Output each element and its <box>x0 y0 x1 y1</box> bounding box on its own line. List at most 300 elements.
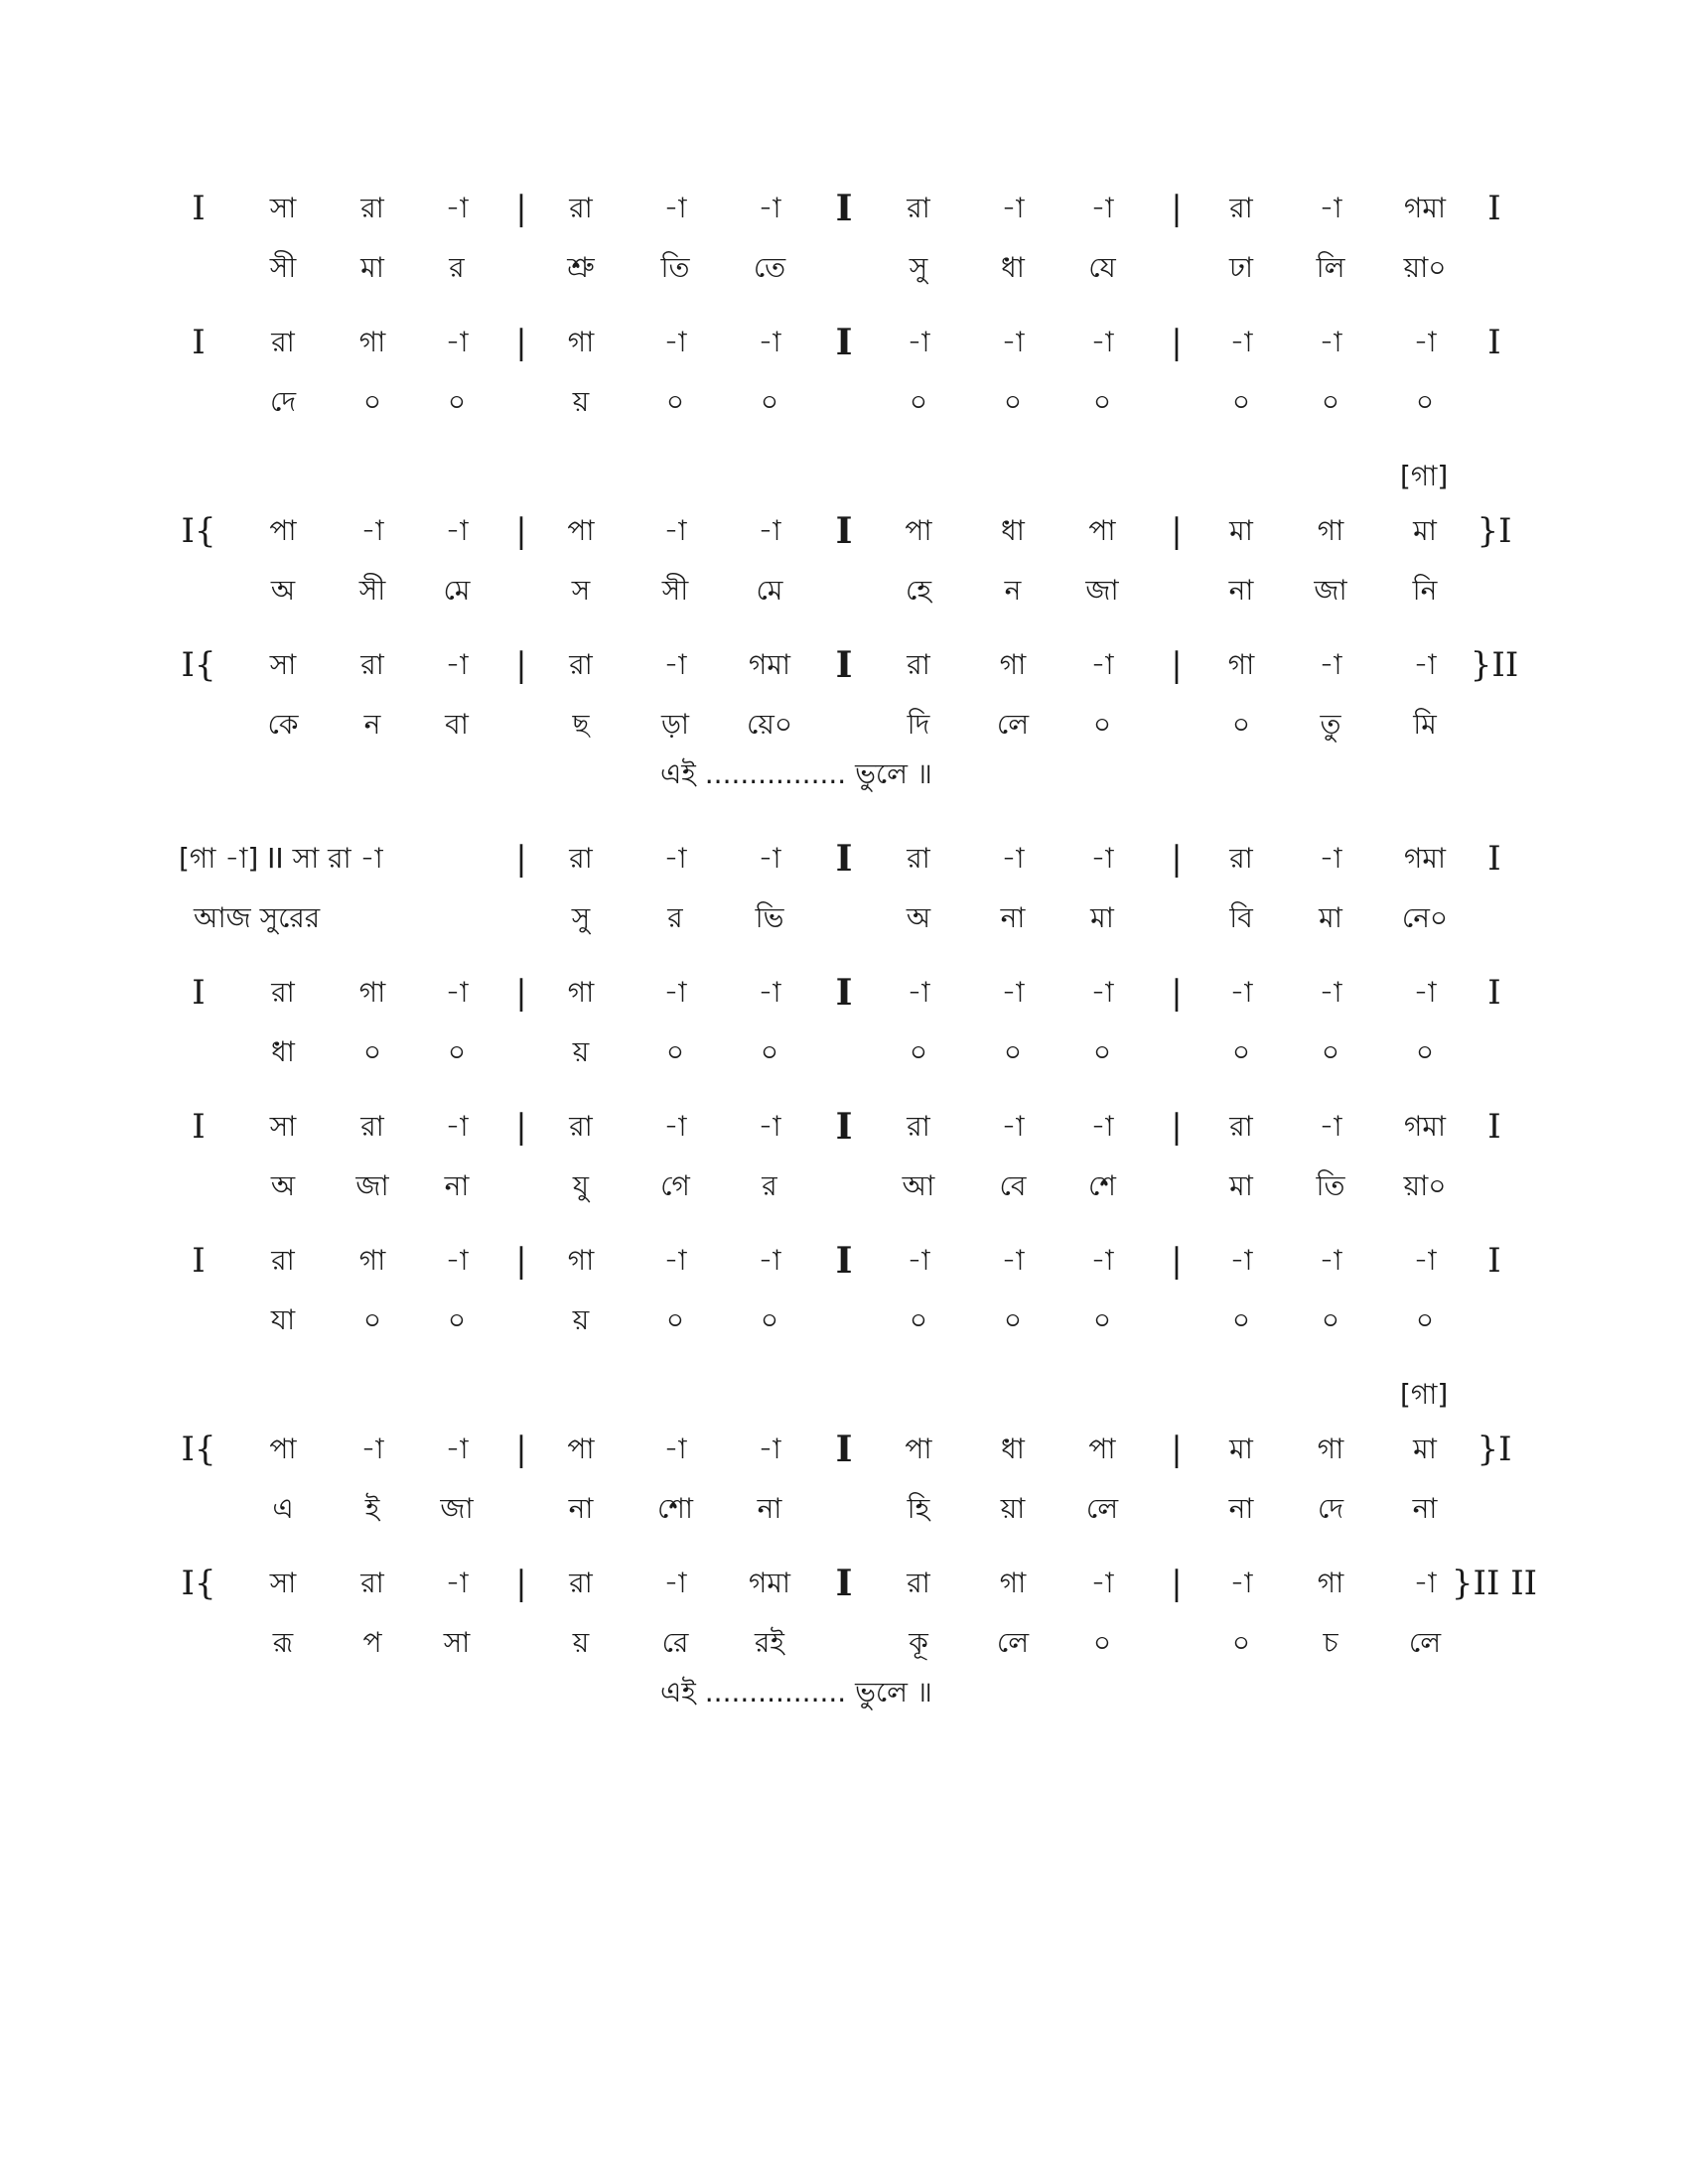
section-separator: I <box>835 188 853 229</box>
swara-note: রা <box>569 1110 593 1143</box>
swara-line <box>0 506 1688 556</box>
lyric-syllable: ০ <box>447 385 467 418</box>
swara-note: -া <box>758 976 781 1009</box>
section-close-mark: I <box>1487 973 1501 1013</box>
beat-separator: | <box>515 839 527 879</box>
lyric-syllable: না <box>1228 574 1254 607</box>
lyric-syllable: শে <box>1088 1169 1116 1202</box>
swara-note: রা <box>569 1567 593 1599</box>
swara-note: -া <box>1090 1244 1114 1277</box>
lyric-line <box>0 1484 1688 1534</box>
swara-note: গা <box>1317 1567 1344 1599</box>
alternate-note: [গা] <box>1400 460 1449 492</box>
swara-note: -া <box>1413 1244 1437 1277</box>
lyric-syllable: নি <box>1412 574 1438 607</box>
lyric-syllable: না <box>1412 1492 1438 1525</box>
swara-line <box>0 834 1688 884</box>
lyric-syllable: বা <box>445 708 469 741</box>
lyric-syllable: ০ <box>909 385 928 418</box>
lyric-syllable: ন <box>363 708 381 741</box>
section-open-mark: I{ <box>181 1430 216 1469</box>
lyric-syllable: ০ <box>1231 1303 1251 1336</box>
swara-note: সা <box>269 1567 297 1599</box>
lyric-syllable: শ্রু <box>567 251 595 284</box>
swara-note: -া <box>445 648 469 681</box>
swara-note: -া <box>663 842 687 875</box>
lyric-syllable: য়া০ <box>1403 1169 1447 1202</box>
lyric-syllable: অ <box>270 574 296 607</box>
lyric-syllable: কে <box>267 708 299 741</box>
swara-note: -া <box>1413 1567 1437 1599</box>
lyric-syllable: না <box>444 1169 470 1202</box>
swara-note: -া <box>663 1433 687 1465</box>
swara-note: -া <box>663 514 687 547</box>
swara-line <box>0 318 1688 367</box>
swara-note: -া <box>1319 648 1342 681</box>
lyric-syllable: সী <box>661 574 689 607</box>
lyric-syllable: লি <box>1316 251 1345 284</box>
beat-separator: | <box>1171 1564 1183 1603</box>
lyric-syllable: য় <box>572 1303 590 1336</box>
lyric-syllable: লে <box>1408 1626 1442 1659</box>
lyric-syllable: র <box>667 901 683 934</box>
swara-note: -া <box>1319 326 1342 358</box>
beat-separator: | <box>1171 511 1183 551</box>
swara-note: ধা <box>1001 514 1025 547</box>
section-close-mark: I <box>1487 1241 1501 1281</box>
section-close-mark: I <box>1487 1107 1501 1147</box>
swara-note: -া <box>663 1244 687 1277</box>
section-open-mark: I <box>192 189 206 228</box>
section-open-mark: I <box>192 1107 206 1147</box>
swara-note: -া <box>758 514 781 547</box>
swara-note: মা <box>1229 514 1253 547</box>
lyric-line <box>0 893 1688 943</box>
swara-note: -া <box>1001 1244 1025 1277</box>
lyric-syllable: অ <box>906 901 931 934</box>
lyric-syllable: ই <box>364 1492 380 1525</box>
lyric-syllable: দে <box>269 385 297 418</box>
lyric-line <box>0 243 1688 293</box>
lyric-line <box>0 1296 1688 1345</box>
lyric-syllable: ভি <box>755 901 784 934</box>
swara-note: -া <box>663 326 687 358</box>
section-separator: I <box>835 322 853 363</box>
lyric-syllable: গে <box>660 1169 690 1202</box>
beat-separator: | <box>515 189 527 228</box>
lyric-syllable: ০ <box>760 385 779 418</box>
swara-note: -া <box>758 192 781 224</box>
lyric-syllable: ০ <box>909 1035 928 1068</box>
lyric-syllable: ০ <box>1415 385 1435 418</box>
lyric-syllable: ০ <box>1231 1626 1251 1659</box>
swara-note: রা <box>1229 842 1253 875</box>
swara-note: রা <box>271 976 295 1009</box>
lyric-syllable: বি <box>1229 901 1253 934</box>
lyric-syllable: মা <box>1229 1169 1253 1202</box>
lyric-syllable: সা <box>443 1626 471 1659</box>
lyric-syllable: ০ <box>1231 1035 1251 1068</box>
swara-note: রা <box>569 192 593 224</box>
section-open-mark: I <box>192 323 206 362</box>
beat-separator: | <box>1171 1241 1183 1281</box>
lyric-syllable: ঢা <box>1229 251 1253 284</box>
beat-separator: | <box>515 645 527 685</box>
lyric-syllable: ০ <box>362 1035 382 1068</box>
lyric-syllable: লে <box>1085 1492 1119 1525</box>
lyric-syllable: মি <box>1413 708 1437 741</box>
swara-note: -া <box>1001 1110 1025 1143</box>
swara-note: মা <box>1229 1433 1253 1465</box>
swara-note: রা <box>569 842 593 875</box>
swara-note: -া <box>1229 326 1253 358</box>
swara-line <box>0 1102 1688 1152</box>
swara-note: -া <box>1319 976 1342 1009</box>
swara-note: গমা <box>748 648 791 681</box>
swara-note: ধা <box>1001 1433 1025 1465</box>
swara-note: রা <box>360 192 384 224</box>
swara-note: -া <box>1090 326 1114 358</box>
section-close-mark: }II <box>1470 645 1519 685</box>
section-close-mark: }I <box>1477 511 1512 551</box>
swara-note: রা <box>360 648 384 681</box>
swara-note: গা <box>999 648 1027 681</box>
lyric-syllable: জা <box>1085 574 1119 607</box>
lyric-syllable: ০ <box>1231 385 1251 418</box>
lyric-syllable: য়া <box>1000 1492 1026 1525</box>
section-close-mark: I <box>1487 189 1501 228</box>
swara-note: -া <box>1229 1244 1253 1277</box>
lyric-syllable: ০ <box>1003 1303 1023 1336</box>
swara-note: -া <box>907 326 930 358</box>
swara-note: -া <box>445 1110 469 1143</box>
lyric-syllable: সী <box>269 251 297 284</box>
section-separator: I <box>835 644 853 686</box>
section-open-mark: I{ <box>181 1564 216 1603</box>
swara-note: রা <box>1229 1110 1253 1143</box>
swara-note: -া <box>758 326 781 358</box>
lyric-syllable: সু <box>571 901 591 934</box>
lyric-syllable: না <box>1228 1492 1254 1525</box>
lyric-line <box>0 377 1688 427</box>
swara-note: -া <box>360 514 384 547</box>
lyric-syllable: ০ <box>1003 1035 1023 1068</box>
lyric-syllable: লে <box>996 708 1030 741</box>
lyric-syllable: ০ <box>1092 708 1112 741</box>
beat-separator: | <box>1171 839 1183 879</box>
lyric-syllable: জা <box>440 1492 474 1525</box>
swara-note: -া <box>1090 842 1114 875</box>
swara-note: -া <box>1090 648 1114 681</box>
section-separator: I <box>835 1563 853 1604</box>
lyric-syllable: দে <box>1317 1492 1344 1525</box>
lyric-syllable: য় <box>572 1035 590 1068</box>
swara-note: রা <box>907 842 930 875</box>
lyric-syllable: ধা <box>271 1035 295 1068</box>
alternate-note: [গা] <box>1400 1378 1449 1411</box>
lyric-syllable: শো <box>656 1492 694 1525</box>
swara-note: পা <box>1088 1433 1116 1465</box>
lyric-syllable: রূ <box>272 1626 294 1659</box>
lyric-syllable: মে <box>443 574 471 607</box>
swara-line <box>0 968 1688 1018</box>
lyric-syllable: ০ <box>447 1035 467 1068</box>
swara-note: গা <box>567 1244 595 1277</box>
lyric-syllable: মা <box>1090 901 1114 934</box>
lyric-syllable: তি <box>660 251 690 284</box>
swara-note: গা <box>358 976 386 1009</box>
swara-note: -া <box>758 842 781 875</box>
lyric-syllable: ০ <box>362 385 382 418</box>
section-close-mark: I <box>1487 839 1501 879</box>
section-separator: I <box>835 510 853 552</box>
swara-note: -া <box>1413 326 1437 358</box>
lyric-syllable: বে <box>999 1169 1027 1202</box>
lyric-syllable: ০ <box>1003 385 1023 418</box>
swara-line <box>0 1559 1688 1608</box>
swara-note: গমা <box>1403 1110 1447 1143</box>
swara-note: -া <box>1229 976 1253 1009</box>
swara-note: -া <box>1090 976 1114 1009</box>
lyric-syllable: হি <box>907 1492 930 1525</box>
lyric-syllable: তি <box>1316 1169 1345 1202</box>
section-separator: I <box>835 1429 853 1470</box>
swara-note: পা <box>269 514 297 547</box>
swara-line <box>0 1425 1688 1474</box>
lyric-syllable: হে <box>905 574 932 607</box>
swara-note: গা <box>999 1567 1027 1599</box>
lyric-syllable: ০ <box>1092 385 1112 418</box>
lyric-syllable: ধা <box>1001 251 1025 284</box>
swara-line <box>0 640 1688 690</box>
line-prefix: [গা -া] II সা রা -া <box>179 842 383 875</box>
swara-note: -া <box>1090 1110 1114 1143</box>
lyric-line <box>0 1161 1688 1211</box>
beat-separator: | <box>515 511 527 551</box>
lyric-syllable: যু <box>572 1169 590 1202</box>
swara-note: -া <box>758 1110 781 1143</box>
swara-note: -া <box>1001 192 1025 224</box>
beat-separator: | <box>1171 973 1183 1013</box>
swara-note: পা <box>1088 514 1116 547</box>
lyric-syllable: র <box>762 1169 777 1202</box>
lyric-syllable: ০ <box>1321 385 1340 418</box>
swara-note: গা <box>1317 1433 1344 1465</box>
section-close-mark: }II II <box>1451 1564 1538 1603</box>
lyric-syllable: যে <box>1088 251 1116 284</box>
lyric-syllable: ০ <box>1321 1303 1340 1336</box>
lyric-syllable: লে <box>996 1626 1030 1659</box>
swara-note: -া <box>1001 976 1025 1009</box>
swara-line <box>0 184 1688 233</box>
swara-note: পা <box>905 1433 932 1465</box>
swara-note: সা <box>269 192 297 224</box>
swara-note: রা <box>569 648 593 681</box>
line-prefix-lyric: আজ সুরের <box>194 901 321 934</box>
lyric-syllable: মে <box>756 574 783 607</box>
swara-note: -া <box>445 976 469 1009</box>
lyric-syllable: ০ <box>1415 1303 1435 1336</box>
swara-note: -া <box>360 1433 384 1465</box>
section-separator: I <box>835 1106 853 1148</box>
lyric-syllable: ড়া <box>660 708 690 741</box>
swara-note: সা <box>269 1110 297 1143</box>
swara-note: -া <box>1413 648 1437 681</box>
swara-note: -া <box>1090 192 1114 224</box>
lyric-syllable: ০ <box>665 385 685 418</box>
lyric-syllable: ০ <box>362 1303 382 1336</box>
beat-separator: | <box>515 1241 527 1281</box>
swara-note: -া <box>1413 976 1437 1009</box>
lyric-syllable: র <box>449 251 465 284</box>
swara-note: -া <box>1229 1567 1253 1599</box>
swara-note: -া <box>758 1244 781 1277</box>
section-open-mark: I <box>192 1241 206 1281</box>
beat-separator: | <box>515 973 527 1013</box>
swara-note: রা <box>271 1244 295 1277</box>
section-close-mark: I <box>1487 323 1501 362</box>
swara-note: রা <box>271 326 295 358</box>
beat-separator: | <box>1171 1430 1183 1469</box>
lyric-syllable: য় <box>572 1626 590 1659</box>
refrain-line: এই ................ ভুলে ॥ <box>660 1676 932 1708</box>
swara-note: -া <box>445 192 469 224</box>
lyric-syllable: ন <box>1004 574 1022 607</box>
section-separator: I <box>835 972 853 1014</box>
lyric-syllable: যা <box>270 1303 296 1336</box>
section-close-mark: }I <box>1477 1430 1512 1469</box>
section-open-mark: I{ <box>181 645 216 685</box>
lyric-syllable: নে০ <box>1401 901 1449 934</box>
swara-note: মা <box>1413 514 1437 547</box>
lyric-syllable: তু <box>1320 708 1341 741</box>
swara-note: গমা <box>1403 842 1447 875</box>
beat-separator: | <box>1171 645 1183 685</box>
lyric-line <box>0 566 1688 615</box>
lyric-syllable: ০ <box>1092 1303 1112 1336</box>
lyric-syllable: ০ <box>909 1303 928 1336</box>
swara-note: রা <box>360 1110 384 1143</box>
beat-separator: | <box>515 1107 527 1147</box>
lyric-syllable: ০ <box>1092 1035 1112 1068</box>
swara-note: গা <box>567 976 595 1009</box>
swara-note: -া <box>445 326 469 358</box>
refrain-line: এই ................ ভুলে ॥ <box>660 757 932 790</box>
swara-note: -া <box>1319 192 1342 224</box>
lyric-syllable: ০ <box>665 1035 685 1068</box>
lyric-syllable: ০ <box>1415 1035 1435 1068</box>
swara-note: গা <box>358 1244 386 1277</box>
swara-note: -া <box>663 1110 687 1143</box>
lyric-syllable: জা <box>355 1169 389 1202</box>
lyric-syllable: সু <box>909 251 928 284</box>
swara-note: -া <box>1319 1110 1342 1143</box>
swara-note: গা <box>358 326 386 358</box>
lyric-syllable: কূ <box>909 1626 928 1659</box>
swara-note: পা <box>905 514 932 547</box>
lyric-syllable: ০ <box>760 1035 779 1068</box>
lyric-syllable: না <box>568 1492 594 1525</box>
swara-note: গমা <box>748 1567 791 1599</box>
swara-note: গমা <box>1403 192 1447 224</box>
lyric-syllable: রে <box>661 1626 689 1659</box>
beat-separator: | <box>1171 323 1183 362</box>
swara-note: -া <box>1090 1567 1114 1599</box>
lyric-syllable: অ <box>270 1169 296 1202</box>
swara-note: পা <box>567 514 595 547</box>
lyric-syllable: মা <box>360 251 384 284</box>
lyric-syllable: ০ <box>760 1303 779 1336</box>
swara-note: -া <box>663 1567 687 1599</box>
swara-note: -া <box>445 1433 469 1465</box>
section-separator: I <box>835 838 853 880</box>
lyric-syllable: ০ <box>447 1303 467 1336</box>
swara-note: রা <box>907 1110 930 1143</box>
beat-separator: | <box>1171 189 1183 228</box>
swara-note: -া <box>1319 842 1342 875</box>
swara-note: রা <box>907 192 930 224</box>
swara-note: গা <box>1227 648 1255 681</box>
beat-separator: | <box>1171 1107 1183 1147</box>
swara-note: -া <box>1001 842 1025 875</box>
section-open-mark: I{ <box>181 511 216 551</box>
swara-note: মা <box>1413 1433 1437 1465</box>
swara-note: -া <box>1001 326 1025 358</box>
beat-separator: | <box>515 1430 527 1469</box>
lyric-syllable: না <box>1000 901 1026 934</box>
lyric-syllable: ০ <box>1321 1035 1340 1068</box>
lyric-line <box>0 1027 1688 1077</box>
lyric-syllable: দি <box>907 708 930 741</box>
section-open-mark: I <box>192 973 206 1013</box>
swara-note: পা <box>567 1433 595 1465</box>
lyric-syllable: য় <box>572 385 590 418</box>
lyric-syllable: না <box>757 1492 782 1525</box>
swara-note: -া <box>907 1244 930 1277</box>
lyric-syllable: মা <box>1319 901 1342 934</box>
swara-note: -া <box>445 1244 469 1277</box>
swara-line <box>0 1236 1688 1286</box>
swara-note: -া <box>663 192 687 224</box>
lyric-syllable: সী <box>358 574 386 607</box>
lyric-syllable: এ <box>272 1492 294 1525</box>
lyric-syllable: ০ <box>1092 1626 1112 1659</box>
section-separator: I <box>835 1240 853 1282</box>
lyric-syllable: তে <box>753 251 786 284</box>
lyric-syllable: য়া০ <box>1403 251 1447 284</box>
lyric-line <box>0 700 1688 750</box>
lyric-syllable: আ <box>902 1169 935 1202</box>
lyric-syllable: রই <box>755 1626 784 1659</box>
lyric-syllable: য়ে০ <box>746 708 793 741</box>
swara-note: -া <box>445 1567 469 1599</box>
swara-note: -া <box>907 976 930 1009</box>
swara-note: -া <box>1319 1244 1342 1277</box>
swara-note: -া <box>663 976 687 1009</box>
swara-note: -া <box>445 514 469 547</box>
swara-note: রা <box>907 1567 930 1599</box>
beat-separator: | <box>515 1564 527 1603</box>
swara-note: পা <box>269 1433 297 1465</box>
lyric-syllable: প <box>362 1626 382 1659</box>
swara-note: গা <box>567 326 595 358</box>
swara-note: রা <box>360 1567 384 1599</box>
lyric-syllable: জা <box>1314 574 1347 607</box>
lyric-syllable: চ <box>1323 1626 1338 1659</box>
lyric-syllable: ছ <box>572 708 590 741</box>
swara-note: -া <box>663 648 687 681</box>
swara-note: রা <box>907 648 930 681</box>
